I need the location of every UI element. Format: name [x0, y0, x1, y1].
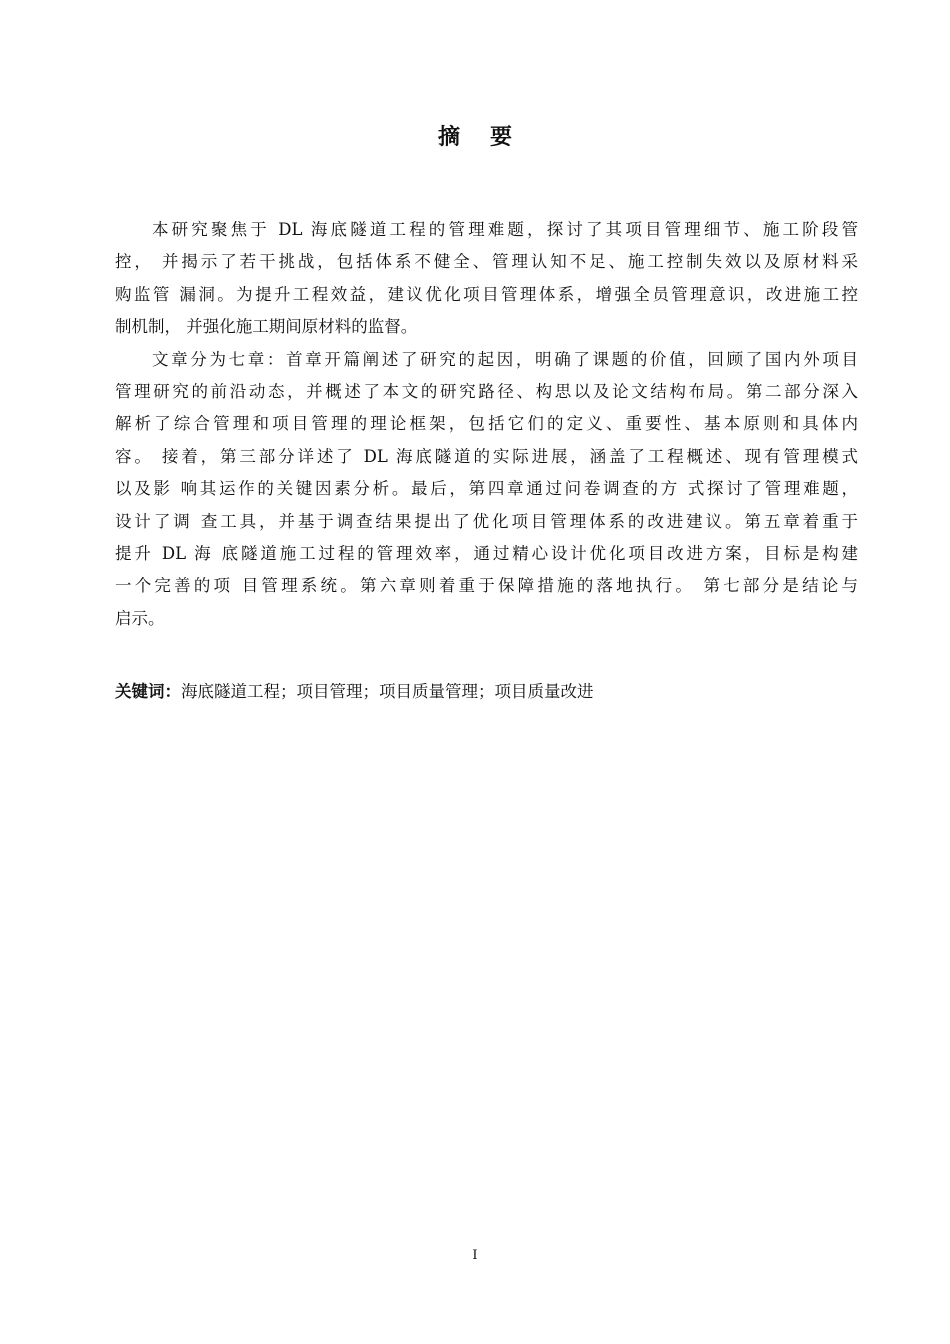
paragraph-line: 本研究聚焦于 DL 海底隧道工程的管理难题，探讨了其项目管理细节、施工阶段管 — [152, 220, 858, 239]
abstract-paragraph — [115, 214, 858, 344]
paragraph-line: 购监管 漏洞。为提升工程效益，建议优化项目管理体系，增强全员管理意识，改进施工控 — [115, 284, 858, 304]
paragraph-line: 文章分为七章：首章开篇阐述了研究的起因，明确了课题的价值，回顾了国内外项目 — [152, 349, 858, 369]
paragraph-line: 制机制， 并强化施工期间原材料的监督。 — [115, 317, 418, 337]
page-title: 摘要 — [437, 125, 542, 150]
paragraph-line: 控， 并揭示了若干挑战，包括体系不健全、管理认知不足、施工控制失效以及原材料采 — [115, 252, 858, 272]
paragraph-line: 管理研究的前沿动态，并概述了本文的研究路径、构思以及论文结构布局。第二部分深入 — [115, 381, 858, 401]
paragraph-line: 以及影 响其运作的关键因素分析。最后，第四章通过问卷调查的方 式探讨了管理难题， — [115, 479, 858, 499]
paragraph-line: 提升 DL 海 底隧道施工过程的管理效率，通过精心设计优化项目改进方案，目标是构建 — [115, 543, 858, 563]
paragraph-line: 解析了综合管理和项目管理的理论框架，包括它们的定义、重要性、基本原则和具体内 — [115, 414, 858, 434]
page-number: I — [472, 1248, 478, 1263]
paragraph-line: 设计了调 查工具，并基于调查结果提出了优化项目管理体系的改进建议。第五章着重于 — [115, 511, 858, 531]
keywords — [115, 676, 858, 708]
paragraph-line: 一个完善的项 目管理系统。第六章则着重于保障措施的落地执行。 第七部分是结论与 — [115, 576, 858, 596]
paragraph-line: 容。 接着，第三部分详述了 DL 海底隧道的实际进展，涵盖了工程概述、现有管理模式 — [115, 446, 858, 466]
keywords-text: 海底隧道工程；项目管理；项目质量管理；项目质量改进 — [181, 682, 594, 701]
abstract-paragraph — [115, 344, 858, 636]
paragraph-line: 启示。 — [115, 608, 165, 628]
keywords-label: 关键词： — [115, 682, 181, 701]
abstract-body — [115, 214, 858, 635]
